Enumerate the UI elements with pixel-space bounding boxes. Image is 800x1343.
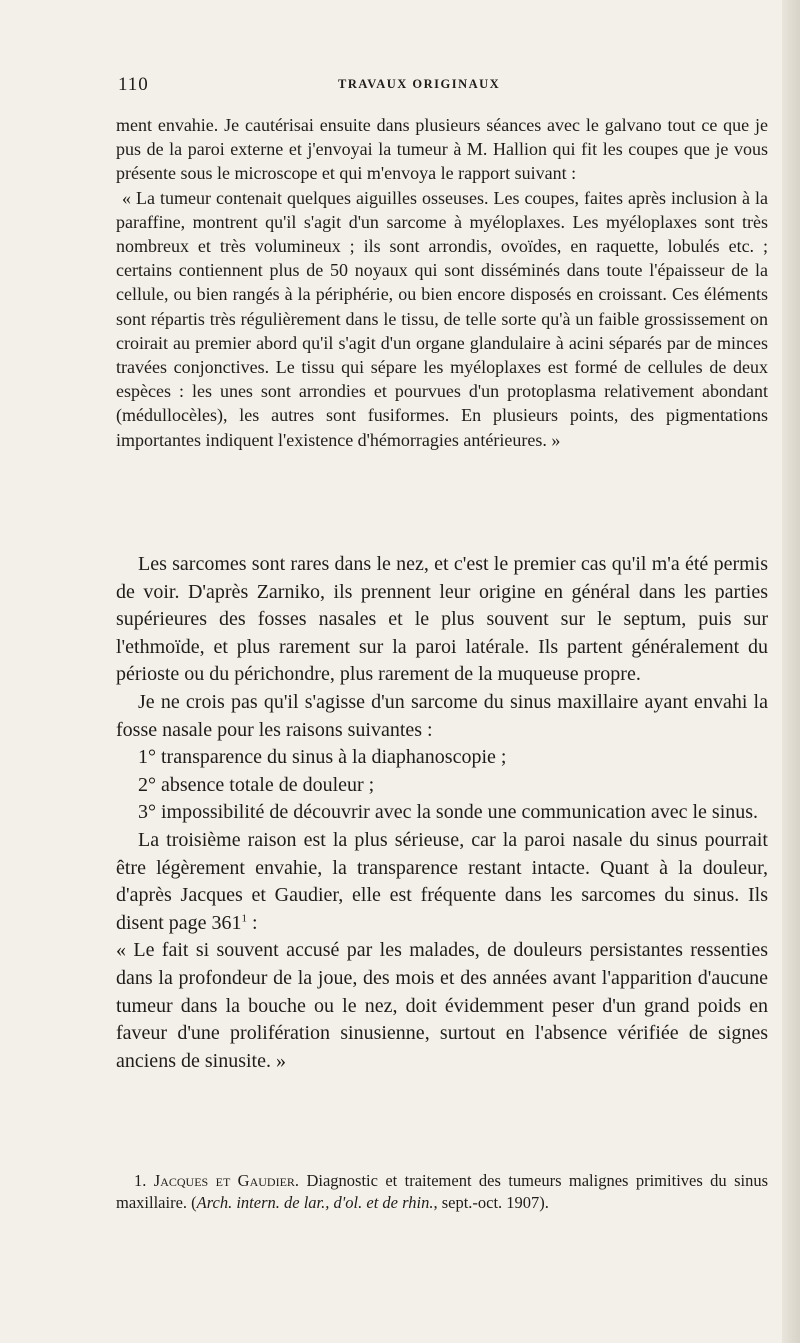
paragraph-cauterization: ment envahie. Je cautérisai ensuite dans plusieurs séances avec le galvano tout ce que je pus de la paroi externe et j'envoyai la tumeur à M. Hallion qui fit les coupes que je vous présente sous le microscope et qui m'envoya le rapport suivant : [116, 115, 768, 184]
footnote-date: , sept.-oct. 1907). [433, 1193, 549, 1212]
reason-item-1: 1° transparence du sinus à la diaphanoscopie ; [138, 746, 507, 769]
paragraph-third-reason [116, 827, 768, 937]
third-reason-colon: : [247, 911, 258, 934]
reason-item-2: 2° absence totale de douleur ; [138, 773, 375, 796]
running-head: TRAVAUX ORIGINAUX [338, 77, 501, 91]
reason-item-3: 3° impossibilité de découvrir avec la sonde une communication avec le sinus. [138, 801, 759, 824]
discussion-text [116, 551, 768, 1075]
footnote-title: . Diagnostic et traitement des tumeurs malignes primitives du sinus maxillaire. ( [116, 1171, 768, 1212]
page-number: 110 [118, 74, 149, 95]
paragraph-histology-report: « La tumeur contenait quelques aiguilles osseuses. Les coupes, faites après inclusion à la paraffine, montrent qu'il s'agit d'un sarcome à myéloplaxes. Les myéloplaxes sont très nombreux et très volumineux ; ils sont arrondis, ovoïdes, en raquette, lobulés etc. ; certains contiennent plus de 50 noyaux qui sont disséminés dans toute l'épaisseur de la cellule, ou bien rangés à la périphérie, ou bien encore disposés en croissant. Ces éléments sont répartis très régulièrement dans le tissu, de telle sorte qu'à un faible grossissement on croirait au premier abord qu'il s'agit d'un organe glandulaire à acini séparés par de minces travées conjonctives. Le tissu qui sépare les myéloplaxes est formé de cellules de deux espèces : les unes sont arrondies et pourvues d'un protoplasma relativement abondant (médullocèles), les autres sont fusiformes. En plusieurs points, des pigmentations importantes indiquent l'existence d'hémorragies antérieures. » [116, 187, 768, 450]
footnote-reference: 1 [241, 912, 248, 925]
paragraph-reasons-intro: Je ne crois pas qu'il s'agisse d'un sarcome du sinus maxillaire ayant envahi la fosse nasale pour les raisons suivantes : [116, 690, 768, 741]
footnote-number: 1. [134, 1171, 147, 1190]
footnote-journal: Arch. intern. de lar., d'ol. et de rhin. [196, 1193, 434, 1212]
case-report-text [116, 113, 768, 452]
paragraph-sarcoma-rarity: Les sarcomes sont rares dans le nez, et c'est le premier cas qu'il m'a été permis de voir. D'après Zarniko, ils prennent leur origine en général dans les parties supérieures des fosses nasales et le plus souvent sur le septum, puis sur l'ethmoïde, et plus rarement sur la paroi latérale. Ils partent généralement du périoste ou du périchondre, plus rarement de la muqueuse propre. [116, 553, 768, 686]
footnote-text [116, 1170, 768, 1214]
footnote [116, 1170, 768, 1214]
page-header [118, 74, 768, 98]
paragraph-jacques-gaudier-quote: « Le fait si souvent accusé par les malades, de douleurs persistantes ressenties dans la profondeur de la joue, des mois et des années avant l'apparition d'aucune tumeur dans la bouche ou le nez, doit évidemment peser d'un grand poids en faveur d'une prolifération sinusienne, surtout en l'absence vérifiée de signes anciens de sinusite. » [116, 939, 768, 1072]
third-reason-text: La troisième raison est la plus sérieuse, car la paroi nasale du sinus pourrait être légèrement envahie, la transparence restant intacte. Quant à la douleur, d'après Jacques et Gaudier, elle est fréquente dans les sarcomes du sinus. Ils disent page 361 [116, 828, 768, 934]
footnote-authors: Jacques et Gaudier [153, 1171, 295, 1190]
